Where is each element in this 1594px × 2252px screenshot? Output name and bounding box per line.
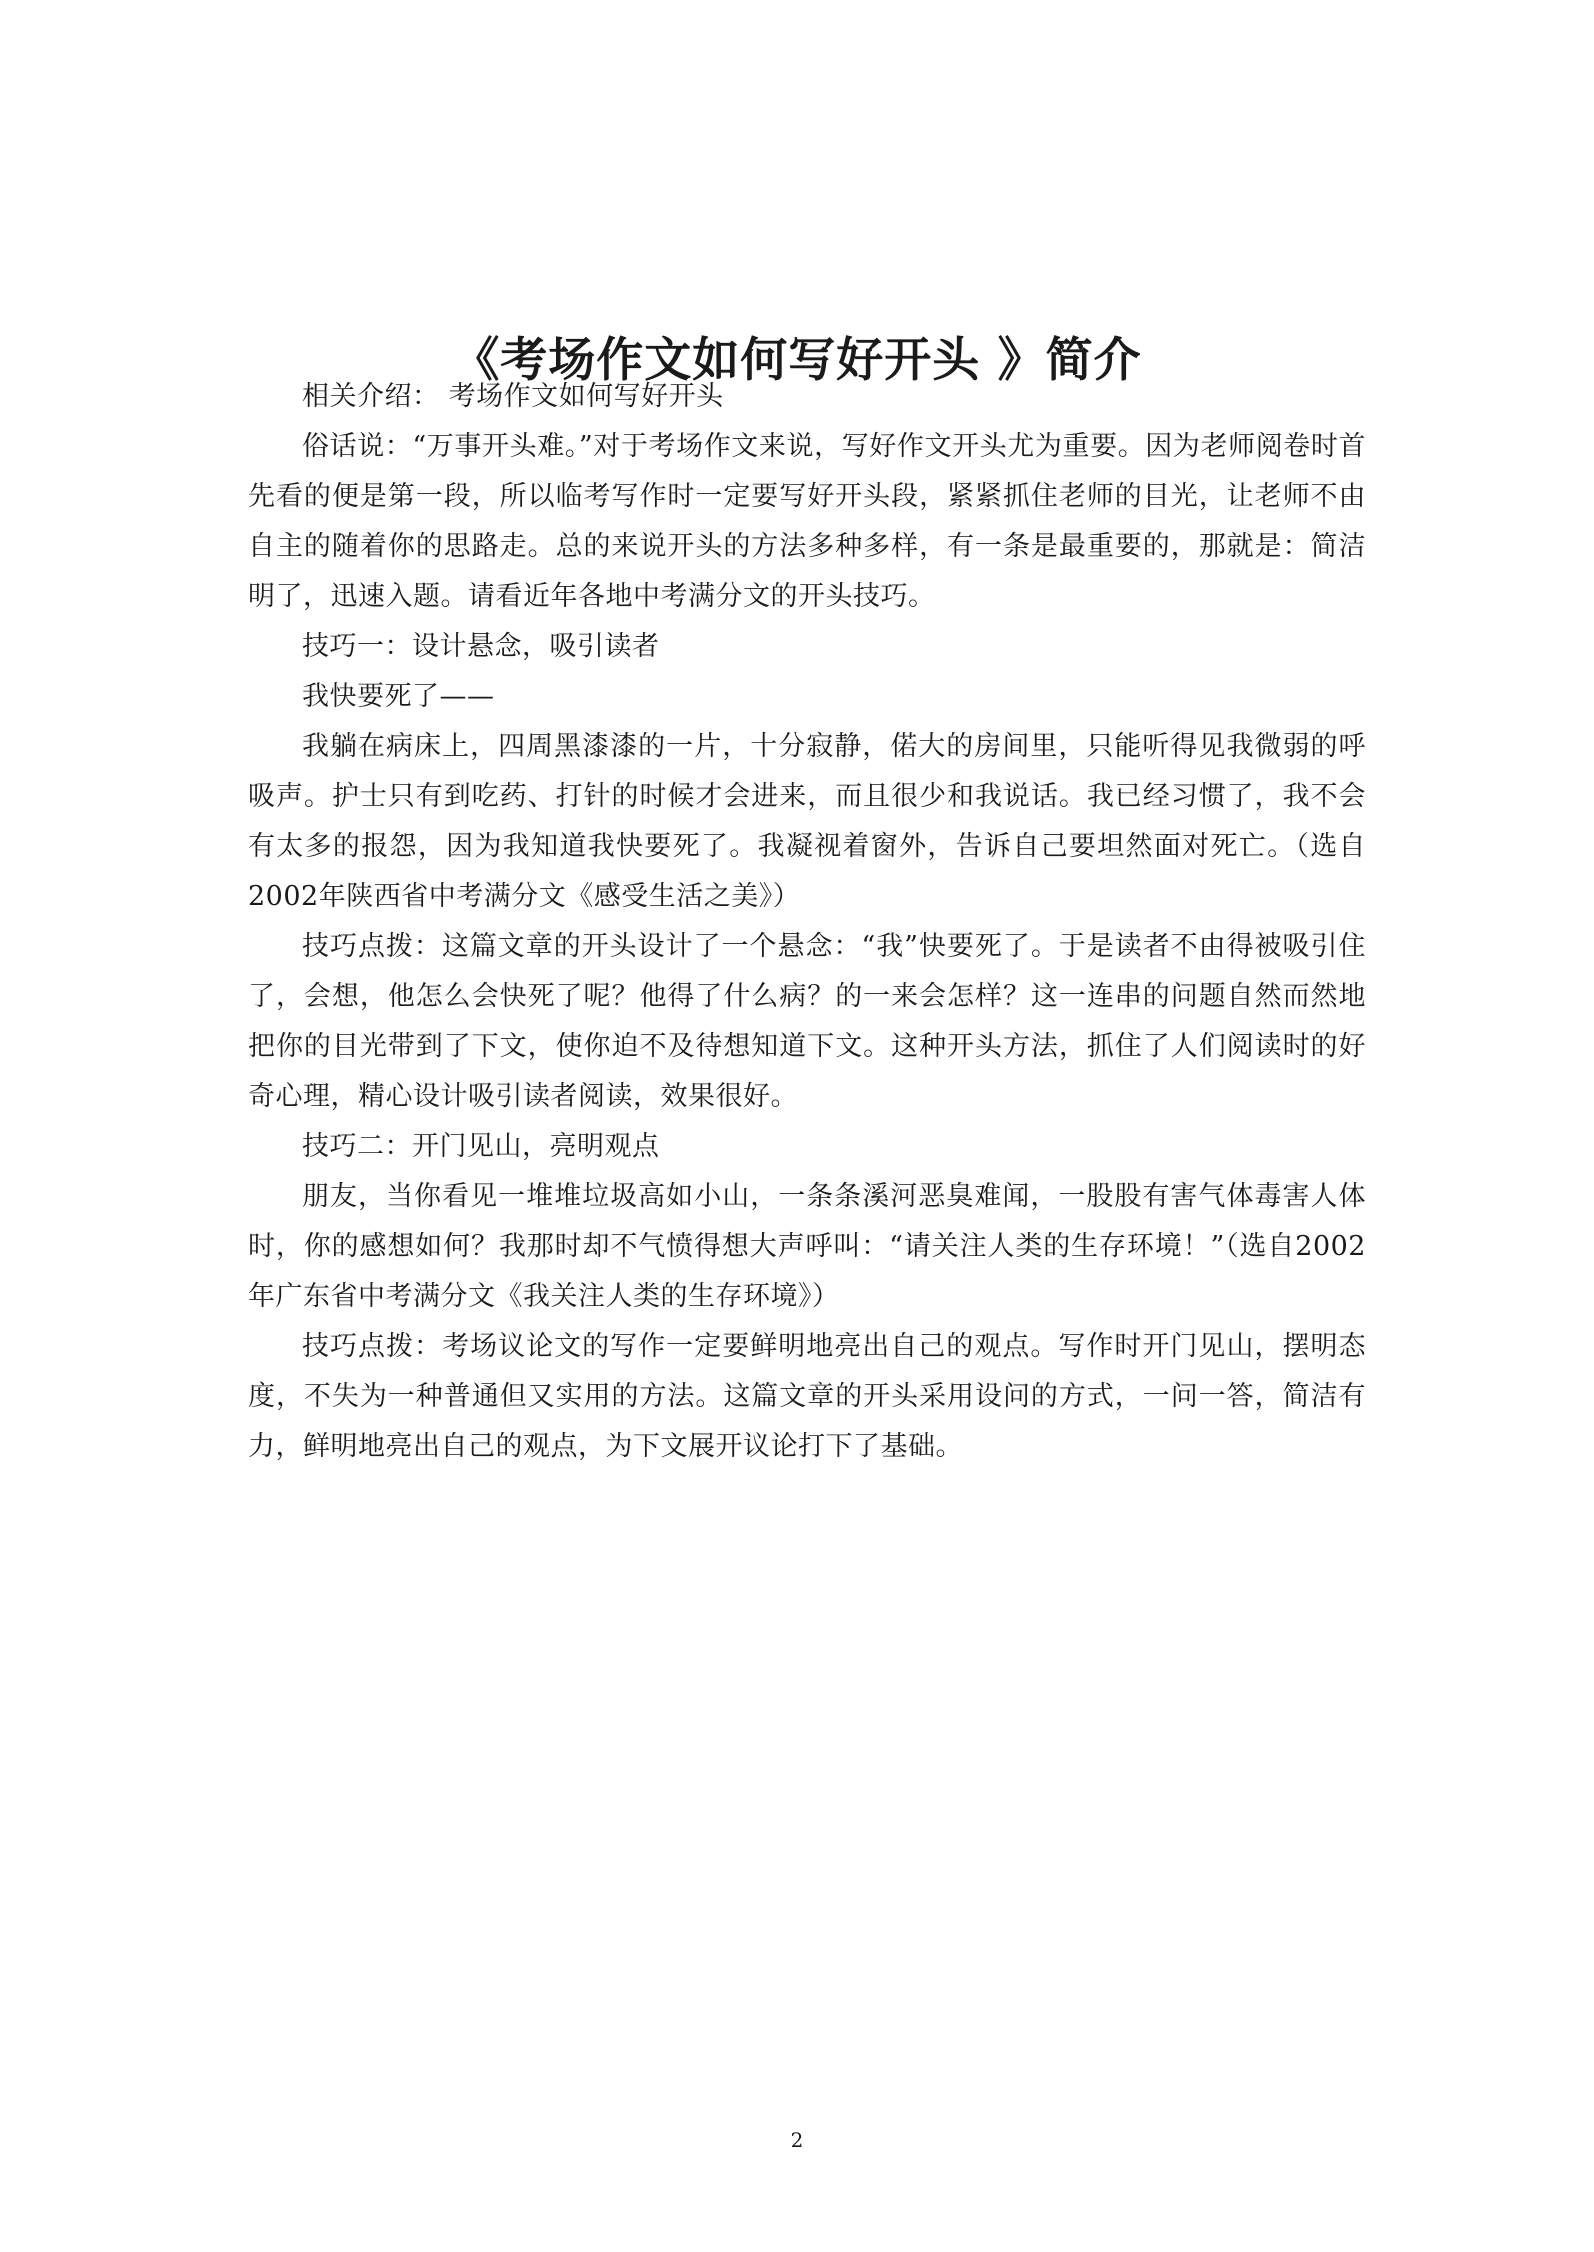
technique-heading: 技巧二：开门见山，亮明观点 — [302, 1131, 660, 1162]
commentary-paragraph: 技巧点拨：这篇文章的开头设计了一个悬念：“我”快要死了。于是读者不由得被吸引住了，会想，他怎么会快死了呢？他得了什么病？的一来会怎样？这一连串的问题自然而然地把你的目光带到了下文，使你迫不及待想知道下文。这种开头方法，抓住了人们阅读时的好奇心理，精心设计吸引读者阅读，效果很好。 — [248, 931, 1366, 1112]
page-number: 2 — [790, 2128, 804, 2152]
example-opening-line: 我快要死了—— — [302, 681, 495, 712]
example-paragraph: 我躺在病床上，四周黑漆漆的一片，十分寂静，偌大的房间里，只能听得见我微弱的呼吸声。护士只有到吃药、打针的时候才会进来，而且很少和我说话。我已经习惯了，我不会有太多的报怨，因为我知道我快要死了。我凝视着窗外，告诉自己要坦然面对死亡。（选自2002年陕西省中考满分文《感受生活之美》） — [248, 731, 1366, 912]
example-paragraph: 朋友，当你看见一堆堆垃圾高如小山，一条条溪河恶臭难闻，一股股有害气体毒害人体时，你的感想如何？我那时却不气愤得想大声呼叫：“请关注人类的生存环境！”（选自2002年广东省中考满分文《我关注人类的生存环境》） — [248, 1181, 1366, 1312]
document-body — [248, 372, 1366, 1472]
commentary-paragraph: 技巧点拨：考场议论文的写作一定要鲜明地亮出自己的观点。写作时开门见山，摆明态度，不失为一种普通但又实用的方法。这篇文章的开头采用设问的方式，一问一答，简洁有力，鲜明地亮出自己的观点，为下文展开议论打下了基础。 — [248, 1331, 1366, 1462]
document-title: 《考场作文如何写好开头 》简介 — [452, 333, 1142, 389]
technique-heading: 技巧一：设计悬念，吸引读者 — [302, 631, 660, 662]
intro-paragraph: 相关介绍： 考场作文如何写好开头 — [302, 381, 724, 412]
body-paragraph: 俗话说：“万事开头难。”对于考场作文来说，写好作文开头尤为重要。因为老师阅卷时首先看的便是第一段，所以临考写作时一定要写好开头段，紧紧抓住老师的目光，让老师不由自主的随着你的思路走。总的来说开头的方法多种多样，有一条是最重要的，那就是：简洁明了，迅速入题。请看近年各地中考满分文的开头技巧。 — [248, 431, 1366, 612]
